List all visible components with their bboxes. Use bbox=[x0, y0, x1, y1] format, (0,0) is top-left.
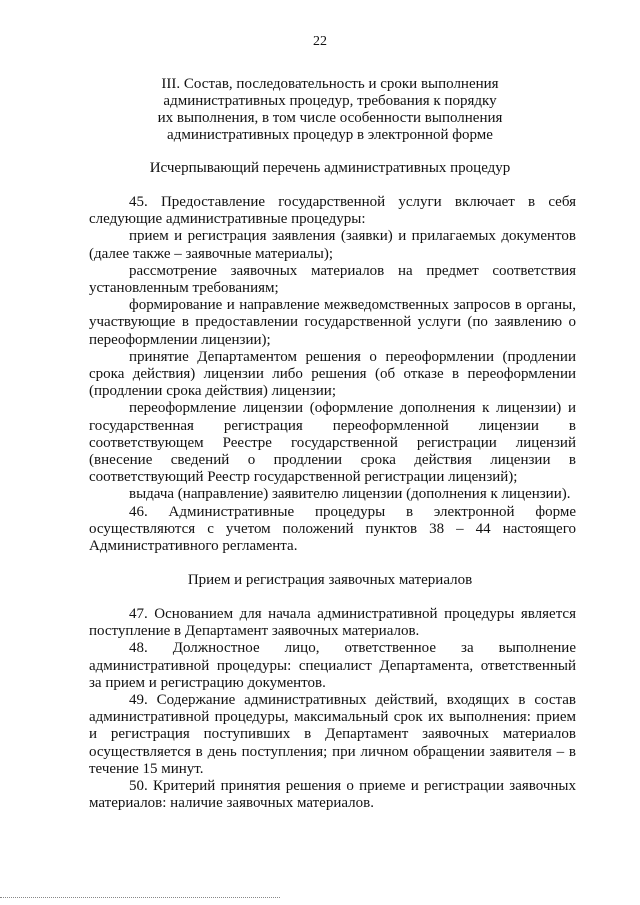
paragraph-47: 47. Основанием для начала административной процедуры является поступление в Департамент заявочных материалов. bbox=[89, 606, 576, 640]
section-title-line: III. Состав, последовательность и сроки выполнения bbox=[161, 76, 499, 92]
section-title-line: административных процедур в электронной форме bbox=[167, 127, 493, 143]
list-item: переоформление лицензии (оформление дополнения к лицензии) и государственная регистрация переоформленной лицензии в соответствующем Реестре государственной регистрации лицензий (внесение сведений о продлении срока действия лицензии в соответствующий Реестр государственной регистрации лицензий); bbox=[89, 400, 576, 486]
page-number: 22 bbox=[313, 34, 327, 49]
section-title bbox=[80, 76, 580, 144]
paragraph-45: 45. Предоставление государственной услуги включает в себя следующие административные процедуры: bbox=[89, 194, 576, 228]
paragraph-48: 48. Должностное лицо, ответственное за выполнение административной процедуры: специалист Департамента, ответственный за прием и регистрацию документов. bbox=[89, 640, 576, 691]
section-title-line: административных процедур, требования к порядку bbox=[163, 93, 497, 109]
list-item: выдача (направление) заявителю лицензии (дополнения к лицензии). bbox=[129, 486, 571, 503]
paragraph-46: 46. Административные процедуры в электронной форме осуществляются с учетом положений пунктов 38 – 44 настоящего Административного регламента. bbox=[89, 503, 576, 555]
paragraph-50: 50. Критерий принятия решения о приеме и регистрации заявочных материалов: наличие заявочных материалов. bbox=[89, 778, 576, 812]
list-item: рассмотрение заявочных материалов на предмет соответствия установленным требованиям; bbox=[89, 262, 576, 297]
list-item: принятие Департаментом решения о переоформлении (продлении срока действия) лицензии либо решения (об отказе в переоформлении (продлении срока действия) лицензии; bbox=[89, 348, 576, 400]
paragraph-49: 49. Содержание административных действий, входящих в состав административной процедуры, максимальный срок их выполнения: прием и регистрация поступивших в Департамент заявочных материалов осуществляется в день поступления; при личном обращении заявителя – в течение 15 минут. bbox=[89, 692, 576, 777]
section-title-line: их выполнения, в том числе особенности выполнения bbox=[157, 110, 503, 126]
subheading-procedures-list: Исчерпывающий перечень административных процедур bbox=[149, 160, 511, 176]
text-block-reception bbox=[89, 606, 576, 812]
list-item: прием и регистрация заявления (заявки) и прилагаемых документов (далее также – заявочные материалы); bbox=[89, 228, 576, 262]
subheading-reception: Прием и регистрация заявочных материалов bbox=[187, 572, 473, 588]
bottom-divider bbox=[0, 897, 280, 898]
text-block-procedures bbox=[89, 194, 576, 555]
list-item: формирование и направление межведомственных запросов в органы, участвующие в предоставлении государственной услуги (по заявлению о переоформлении лицензии); bbox=[89, 297, 576, 348]
